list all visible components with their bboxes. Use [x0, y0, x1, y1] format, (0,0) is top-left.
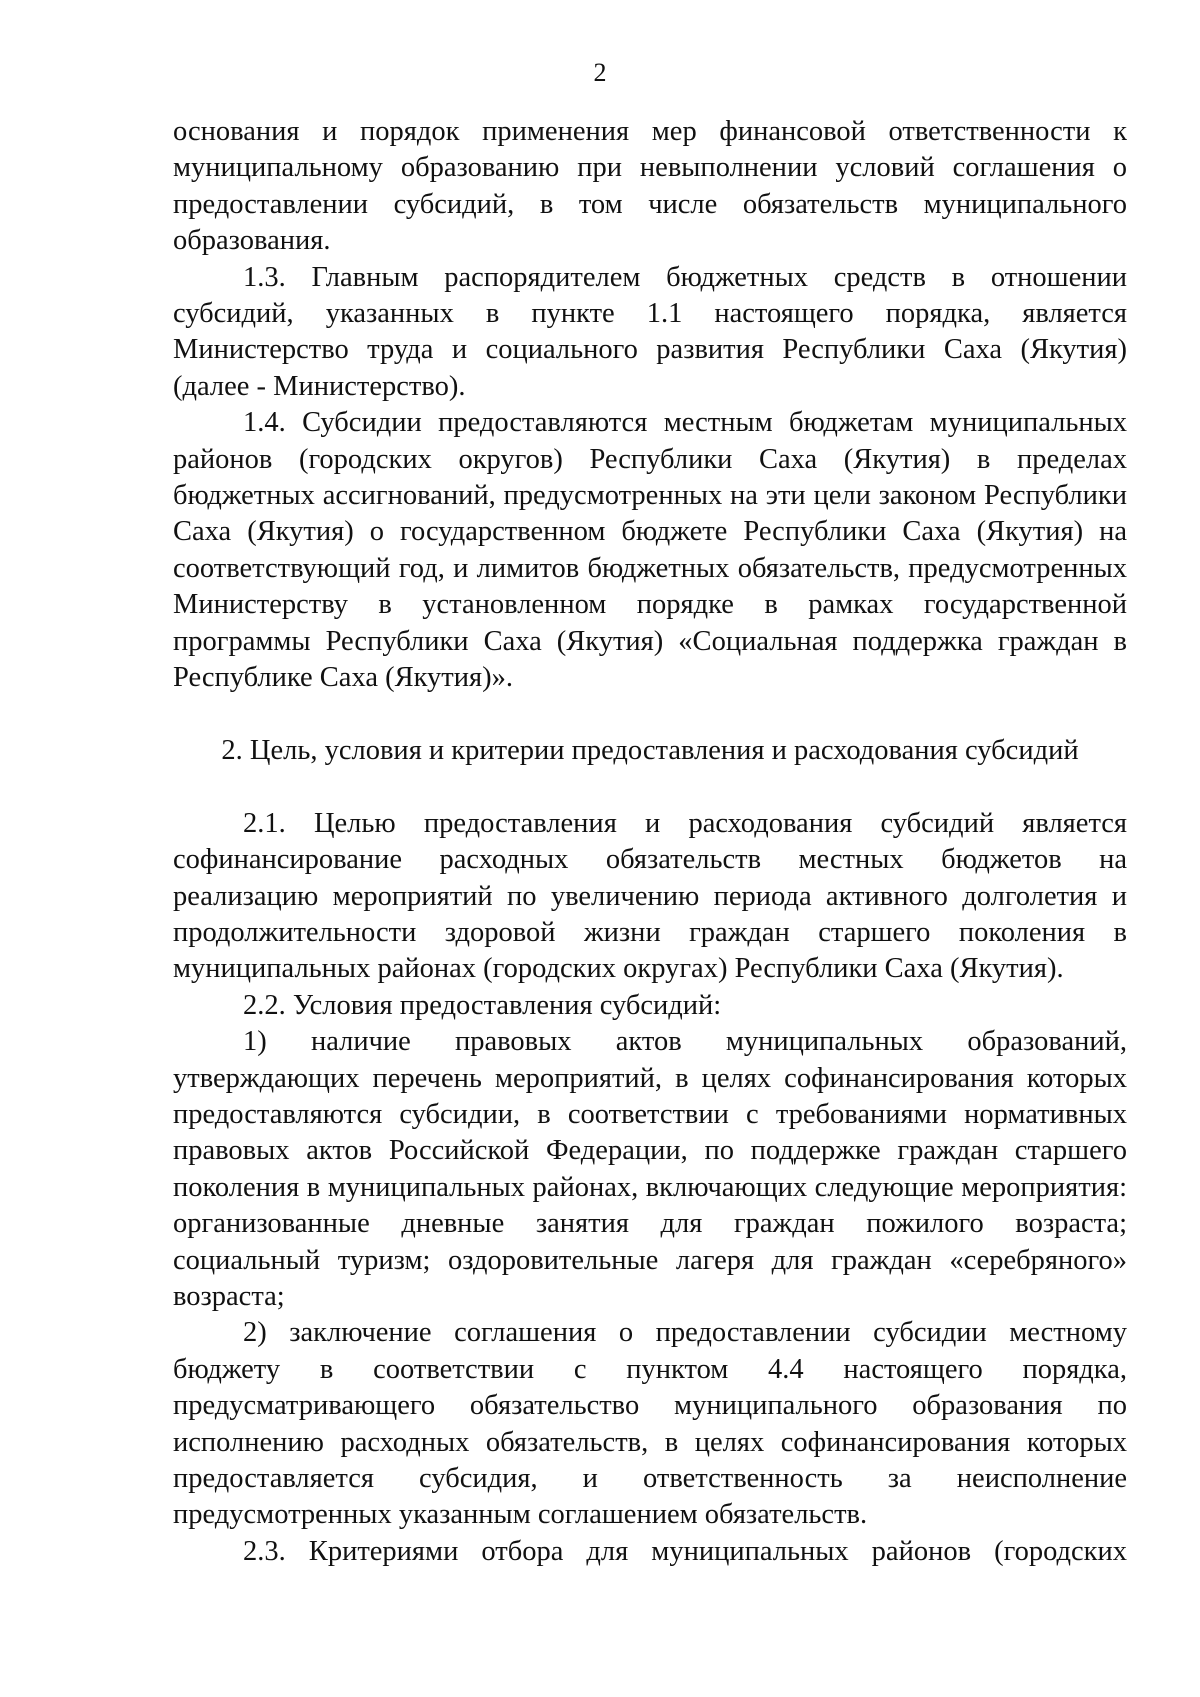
paragraph-2-2-item-2: 2) заключение соглашения о предоставлении субсидии местному бюджету в соответствии с пунктом 4.4 настоящего порядка, предусматривающего обязательство муниципального образования по исполнению расходных обязательств, в целях софинансирования которых предоставляется субсидия, и ответственность за неисполнение предусмотренных указанным соглашением обязательств. [173, 1317, 1127, 1531]
paragraph-2-2-item-1: 1) наличие правовых актов муниципальных образований, утверждающих перечень мероприятий, в целях софинансирования которых предоставляются субсидии, в соответствии с требованиями нормативных правовых актов Российской Федерации, по поддержке граждан старшего поколения в муниципальных районах, включающих следующие мероприятия: организованные дневные занятия для граждан пожилого возраста; социальный туризм; оздоровительные лагеря для граждан «серебряного» возраста; [173, 1026, 1127, 1312]
paragraph-continuation: основания и порядок применения мер финансовой ответственности к муниципальному образованию при невыполнении условий соглашения о предоставлении субсидий, в том числе обязательств муниципального образования. [173, 116, 1127, 257]
paragraph-2-2: 2.2. Условия предоставления субсидий: [243, 989, 722, 1021]
page-number: 2 [593, 58, 607, 87]
section-2-heading: 2. Цель, условия и критерии предоставления и расходования субсидий [221, 734, 1079, 766]
paragraph-1-3: 1.3. Главным распорядителем бюджетных средств в отношении субсидий, указанных в пункте 1.1 настоящего порядка, является Министерство труда и социального развития Республики Саха (Якутия) (далее - Министерство). [173, 261, 1127, 402]
paragraph-2-1: 2.1. Целью предоставления и расходования субсидий является софинансирование расходных обязательств местных бюджетов на реализацию мероприятий по увеличению периода активного долголетия и продолжительности здоровой жизни граждан старшего поколения в муниципальных районах (городских округах) Республики Саха (Якутия). [173, 807, 1127, 985]
paragraph-1-4: 1.4. Субсидии предоставляются местным бюджетам муниципальных районов (городских округов) Республики Саха (Якутия) в пределах бюджетных ассигнований, предусмотренных на эти цели законом Республики Саха (Якутия) о государственном бюджете Республики Саха (Якутия) на соответствующий год, и лимитов бюджетных обязательств, предусмотренных Министерству в установленном порядке в рамках государственной программы Республики Саха (Якутия) «Социальная поддержка граждан в Республике Саха (Якутия)». [173, 407, 1127, 694]
document-body [173, 114, 1127, 1570]
paragraph-2-3: 2.3. Критериями отбора для муниципальных районов (городских [243, 1535, 1127, 1567]
